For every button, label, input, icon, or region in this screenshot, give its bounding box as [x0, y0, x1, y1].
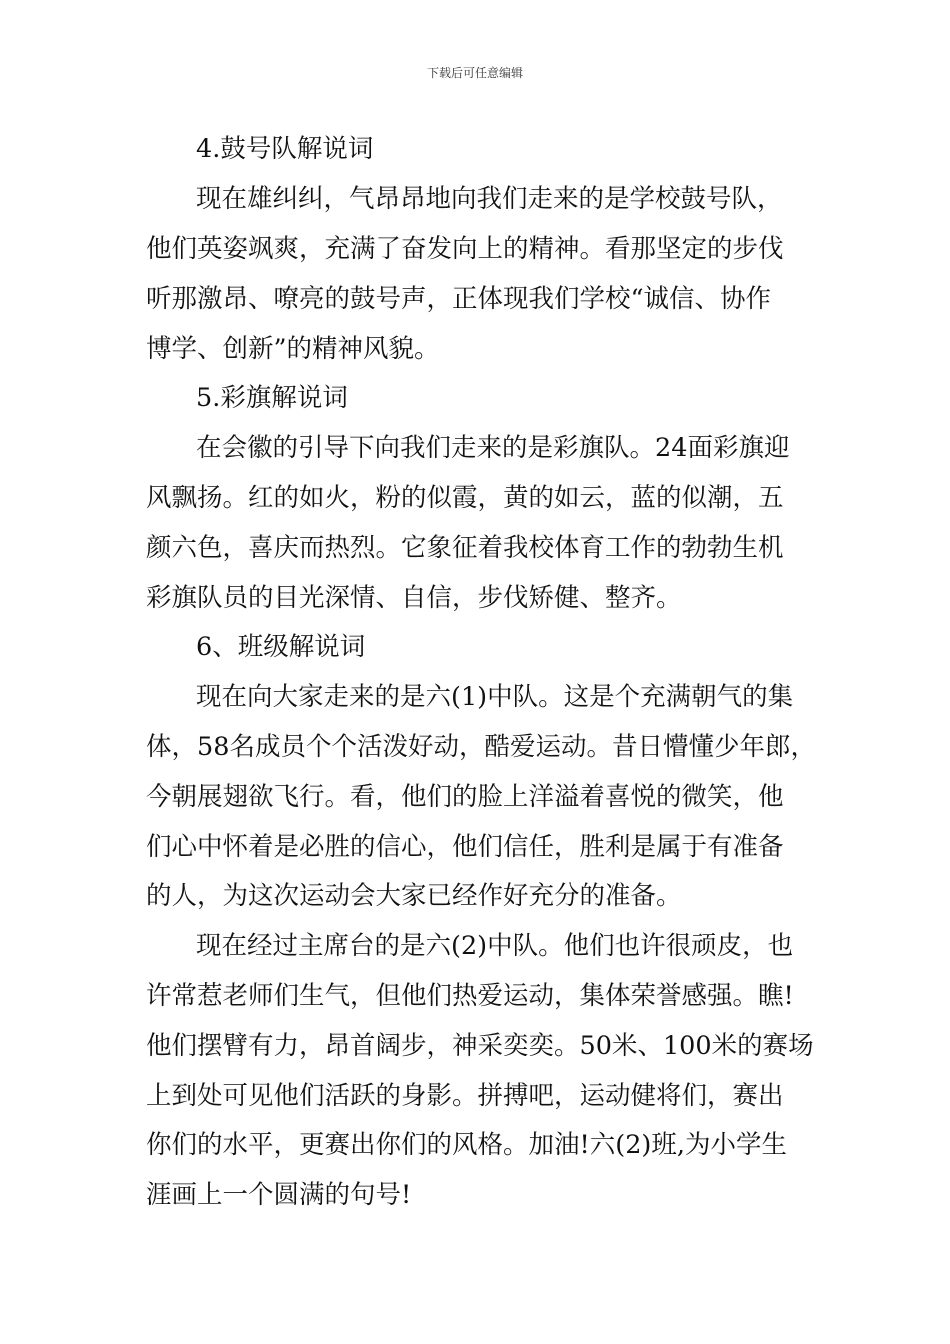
- page-header: 下载后可任意编辑: [426, 66, 523, 80]
- paragraph-line: 听那激昂、嘹亮的鼓号声，正体现我们学校“诚信、协作: [146, 284, 772, 314]
- section-heading-classes: 6、班级解说词: [196, 632, 366, 662]
- paragraph-line: 风飘扬。红的如火，粉的似霞，黄的如云，蓝的似潮，五: [146, 483, 784, 513]
- paragraph-line: 上到处可见他们活跃的身影。拼搏吧，运动健将们，赛出: [146, 1081, 784, 1111]
- paragraph-line: 们心中怀着是必胜的信心，他们信任，胜利是属于有准备: [146, 832, 784, 862]
- paragraph-line: 颜六色，喜庆而热烈。它象征着我校体育工作的勃勃生机: [146, 533, 784, 563]
- paragraph-line: 他们摆臂有力，昂首阔步，神采奕奕。50米、100米的赛场: [146, 1031, 814, 1061]
- paragraph-line: 体，58名成员个个活泼好动，酷爱运动。昔日懵懂少年郎，: [146, 732, 816, 762]
- paragraph-line: 的人，为这次运动会大家已经作好充分的准备。: [146, 881, 682, 911]
- paragraph-line: 现在经过主席台的是六(2)中队。他们也许很顽皮，也: [196, 931, 794, 961]
- paragraph-line: 彩旗队员的目光深情、自信，步伐矫健、整齐。: [146, 583, 682, 613]
- paragraph-line: 许常惹老师们生气，但他们热爱运动，集体荣誉感强。瞧!: [146, 981, 794, 1011]
- paragraph-line: 你们的水平，更赛出你们的风格。加油!六(2)班,为小学生: [146, 1130, 787, 1160]
- paragraph-line: 在会徽的引导下向我们走来的是彩旗队。24面彩旗迎: [196, 433, 790, 463]
- paragraph-line: 现在雄纠纠，气昂昂地向我们走来的是学校鼓号队，: [196, 184, 783, 214]
- paragraph-line: 今朝展翅欲飞行。看，他们的脸上洋溢着喜悦的微笑，他: [146, 782, 784, 812]
- section-heading-flags: 5.彩旗解说词: [196, 383, 348, 413]
- paragraph-line: 现在向大家走来的是六(1)中队。这是个充满朝气的集: [196, 682, 794, 712]
- paragraph-line: 涯画上一个圆满的句号!: [146, 1180, 412, 1210]
- section-heading-drum-corps: 4.鼓号队解说词: [196, 134, 374, 164]
- paragraph-line: 博学、创新”的精神风貌。: [146, 334, 440, 364]
- paragraph-line: 他们英姿飒爽，充满了奋发向上的精神。看那坚定的步伐: [146, 234, 784, 264]
